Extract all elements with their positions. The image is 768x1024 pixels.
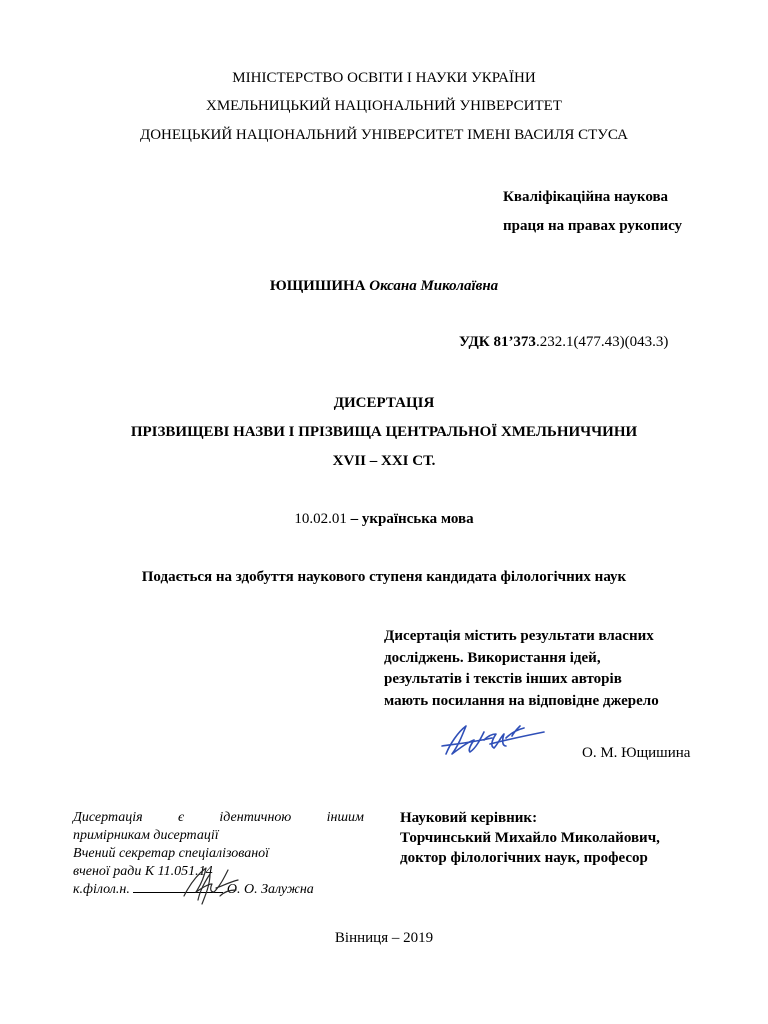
author-name	[0, 274, 768, 298]
identity-word-4: іншим	[326, 810, 364, 825]
author-given-names: Оксана Миколаївна	[369, 278, 499, 294]
identity-note-line-4: вченої ради К 11.051.14	[73, 864, 213, 879]
manuscript-line-2: праця на правах рукопису	[503, 218, 683, 234]
originality-declaration	[384, 626, 716, 712]
udk-suffix: .232.1(477.43)(043.3)	[535, 334, 669, 350]
specialty-name: – українська мова	[346, 511, 474, 527]
declaration-line-4: мають посилання на відповідне джерело	[384, 692, 659, 709]
secretary-name: О. О. Залужна	[226, 882, 314, 897]
manuscript-line-1: Кваліфікаційна наукова	[503, 189, 669, 205]
udk-code	[459, 330, 668, 354]
identity-word-3: ідентичною	[219, 810, 292, 825]
declaration-line-2: досліджень. Використання ідей,	[384, 649, 601, 666]
secretary-signature	[176, 862, 248, 910]
identity-word-2: є	[177, 810, 185, 825]
khmelnytskyi-university-line: ХМЕЛЬНИЦЬКИЙ НАЦІОНАЛЬНИЙ УНІВЕРСИТЕТ	[206, 98, 562, 114]
supervisor-title: доктор філологічних наук, професор	[400, 850, 648, 866]
author-signature	[440, 718, 552, 762]
donetsk-university-line: ДОНЕЦЬКИЙ НАЦІОНАЛЬНИЙ УНІВЕРСИТЕТ ІМЕНІ ВАСИЛЯ СТУСА	[139, 127, 629, 143]
identity-word-1: Дисертація	[73, 810, 143, 825]
identity-note-line-1	[73, 809, 364, 827]
author-surname: ЮЩИШИНА	[269, 278, 366, 294]
specialty-code: 10.02.01	[294, 511, 347, 527]
supervisor-name: Торчинський Михайло Миколайович,	[400, 830, 660, 846]
supervisor-label: Науковий керівник:	[400, 810, 538, 826]
ministry-line: МІНІСТЕРСТВО ОСВІТИ І НАУКИ УКРАЇНИ	[232, 70, 536, 86]
declaration-line-3: результатів і текстів інших авторів	[384, 671, 622, 687]
secretary-degree: к.філол.н.	[73, 882, 130, 897]
supervisor-block	[400, 808, 660, 868]
identity-note-line-2: примірникам дисертації	[73, 828, 219, 843]
dissertation-title-line-2: XVII – XXI СТ.	[332, 453, 436, 469]
specialty	[0, 507, 768, 531]
degree-statement: Подається на здобуття наукового ступеня кандидата філологічних наук	[141, 569, 627, 585]
declaration-line-1: Дисертація містить результати власних	[384, 628, 654, 644]
dissertation-label: ДИСЕРТАЦІЯ	[333, 395, 435, 411]
place-and-year: Вінниця – 2019	[334, 930, 434, 946]
author-signature-name: О. М. Ющишина	[582, 745, 691, 761]
udk-prefix: УДК 81’373	[459, 334, 536, 350]
identity-note-line-3: Вчений секретар спеціалізованої	[73, 846, 270, 861]
dissertation-title-line-1: ПРІЗВИЩЕВІ НАЗВИ І ПРІЗВИЩА ЦЕНТРАЛЬНОЇ ХМЕЛЬНИЧЧИНИ	[130, 424, 638, 440]
